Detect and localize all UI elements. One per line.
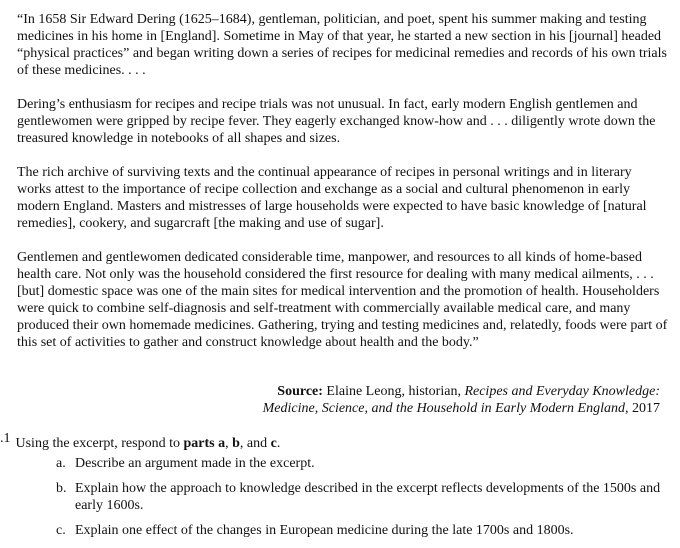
question-1: [0, 430, 670, 452]
question-stem: [0, 430, 670, 452]
part-letter-b: b.: [56, 481, 67, 496]
source-title-line-2: Medicine, Science, and the Household in Early Modern England: [262, 401, 625, 416]
excerpt-paragraph-3: The rich archive of surviving texts and the continual appearance of recipes in personal writings and in literary works attest to the importance of recipe collection and exchange as a social and cultural phenomenon in early modern England. Masters and mistresses of large households were expected to have basic knowledge of [natural remedies], cookery, and sugarcraft [the making and use of sugar].: [17, 165, 647, 231]
question-part-b-ref: b: [232, 436, 240, 451]
excerpt-paragraph-1: “In 1658 Sir Edward Dering (1625–1684), gentleman, politician, and poet, spent his summer making and testing medicines in his home in [England]. Sometime in May of that year, he started a new section in his [journal] headed “physical practices” and began writing down a series of recipes for medicinal remedies and records of his own trials of these medicines. . . .: [17, 12, 667, 78]
part-letter-c: c.: [56, 523, 66, 538]
excerpt-paragraph-2: Dering’s enthusiasm for recipes and recipe trials was not unusual. In fact, early modern English gentlemen and gentlewomen were gripped by recipe fever. They eagerly exchanged know-how and . . . diligently wrote down the treasured knowledge in notebooks of all shapes and sizes.: [17, 97, 656, 146]
source-line-1: [17, 383, 660, 400]
question-stem-suffix: .: [276, 436, 281, 451]
source-label: Source:: [277, 384, 323, 399]
source-title-line-1: Recipes and Everyday Knowledge:: [464, 384, 660, 399]
question-part-a-ref: parts a: [183, 436, 226, 451]
source-year: , 2017: [625, 401, 660, 416]
question-part-c-ref: c: [270, 436, 277, 451]
excerpt: [17, 11, 669, 368]
question-part-c: [56, 522, 670, 539]
question-parts-list: [56, 455, 670, 547]
question-sep-2: , and: [239, 436, 271, 451]
source-citation: [17, 383, 660, 417]
question-number: 1.: [0, 431, 11, 446]
question-part-a: [56, 455, 670, 472]
part-text-c: Explain one effect of the changes in European medicine during the late 1700s and 1800s.: [75, 523, 574, 538]
question-sep-1: ,: [225, 436, 233, 451]
part-text-b: Explain how the approach to knowledge described in the excerpt reflects developments of the 1500s and early 1600s.: [75, 481, 661, 513]
question-part-b: [56, 480, 670, 514]
question-stem-prefix: Using the excerpt, respond to: [15, 436, 184, 451]
excerpt-paragraph-4: Gentlemen and gentlewomen dedicated considerable time, manpower, and resources to all kinds of home-based health care. Not only was the household considered the first resource for dealing with many medical ailments, . . . [but] domestic space was one of the main sites for medical intervention and the promotion of health. Householders were quick to combine self-diagnosis and self-treatment with commercially available medical care, and many produced their own homemade medicines. Gathering, trying and testing medicines and, relatedly, foods were part of this set of activities to gather and construct knowledge about health and the body.”: [17, 250, 668, 350]
source-author: Elaine Leong, historian,: [326, 384, 461, 399]
source-line-2: [17, 400, 660, 417]
part-letter-a: a.: [56, 456, 66, 471]
part-text-a: Describe an argument made in the excerpt.: [75, 456, 315, 471]
